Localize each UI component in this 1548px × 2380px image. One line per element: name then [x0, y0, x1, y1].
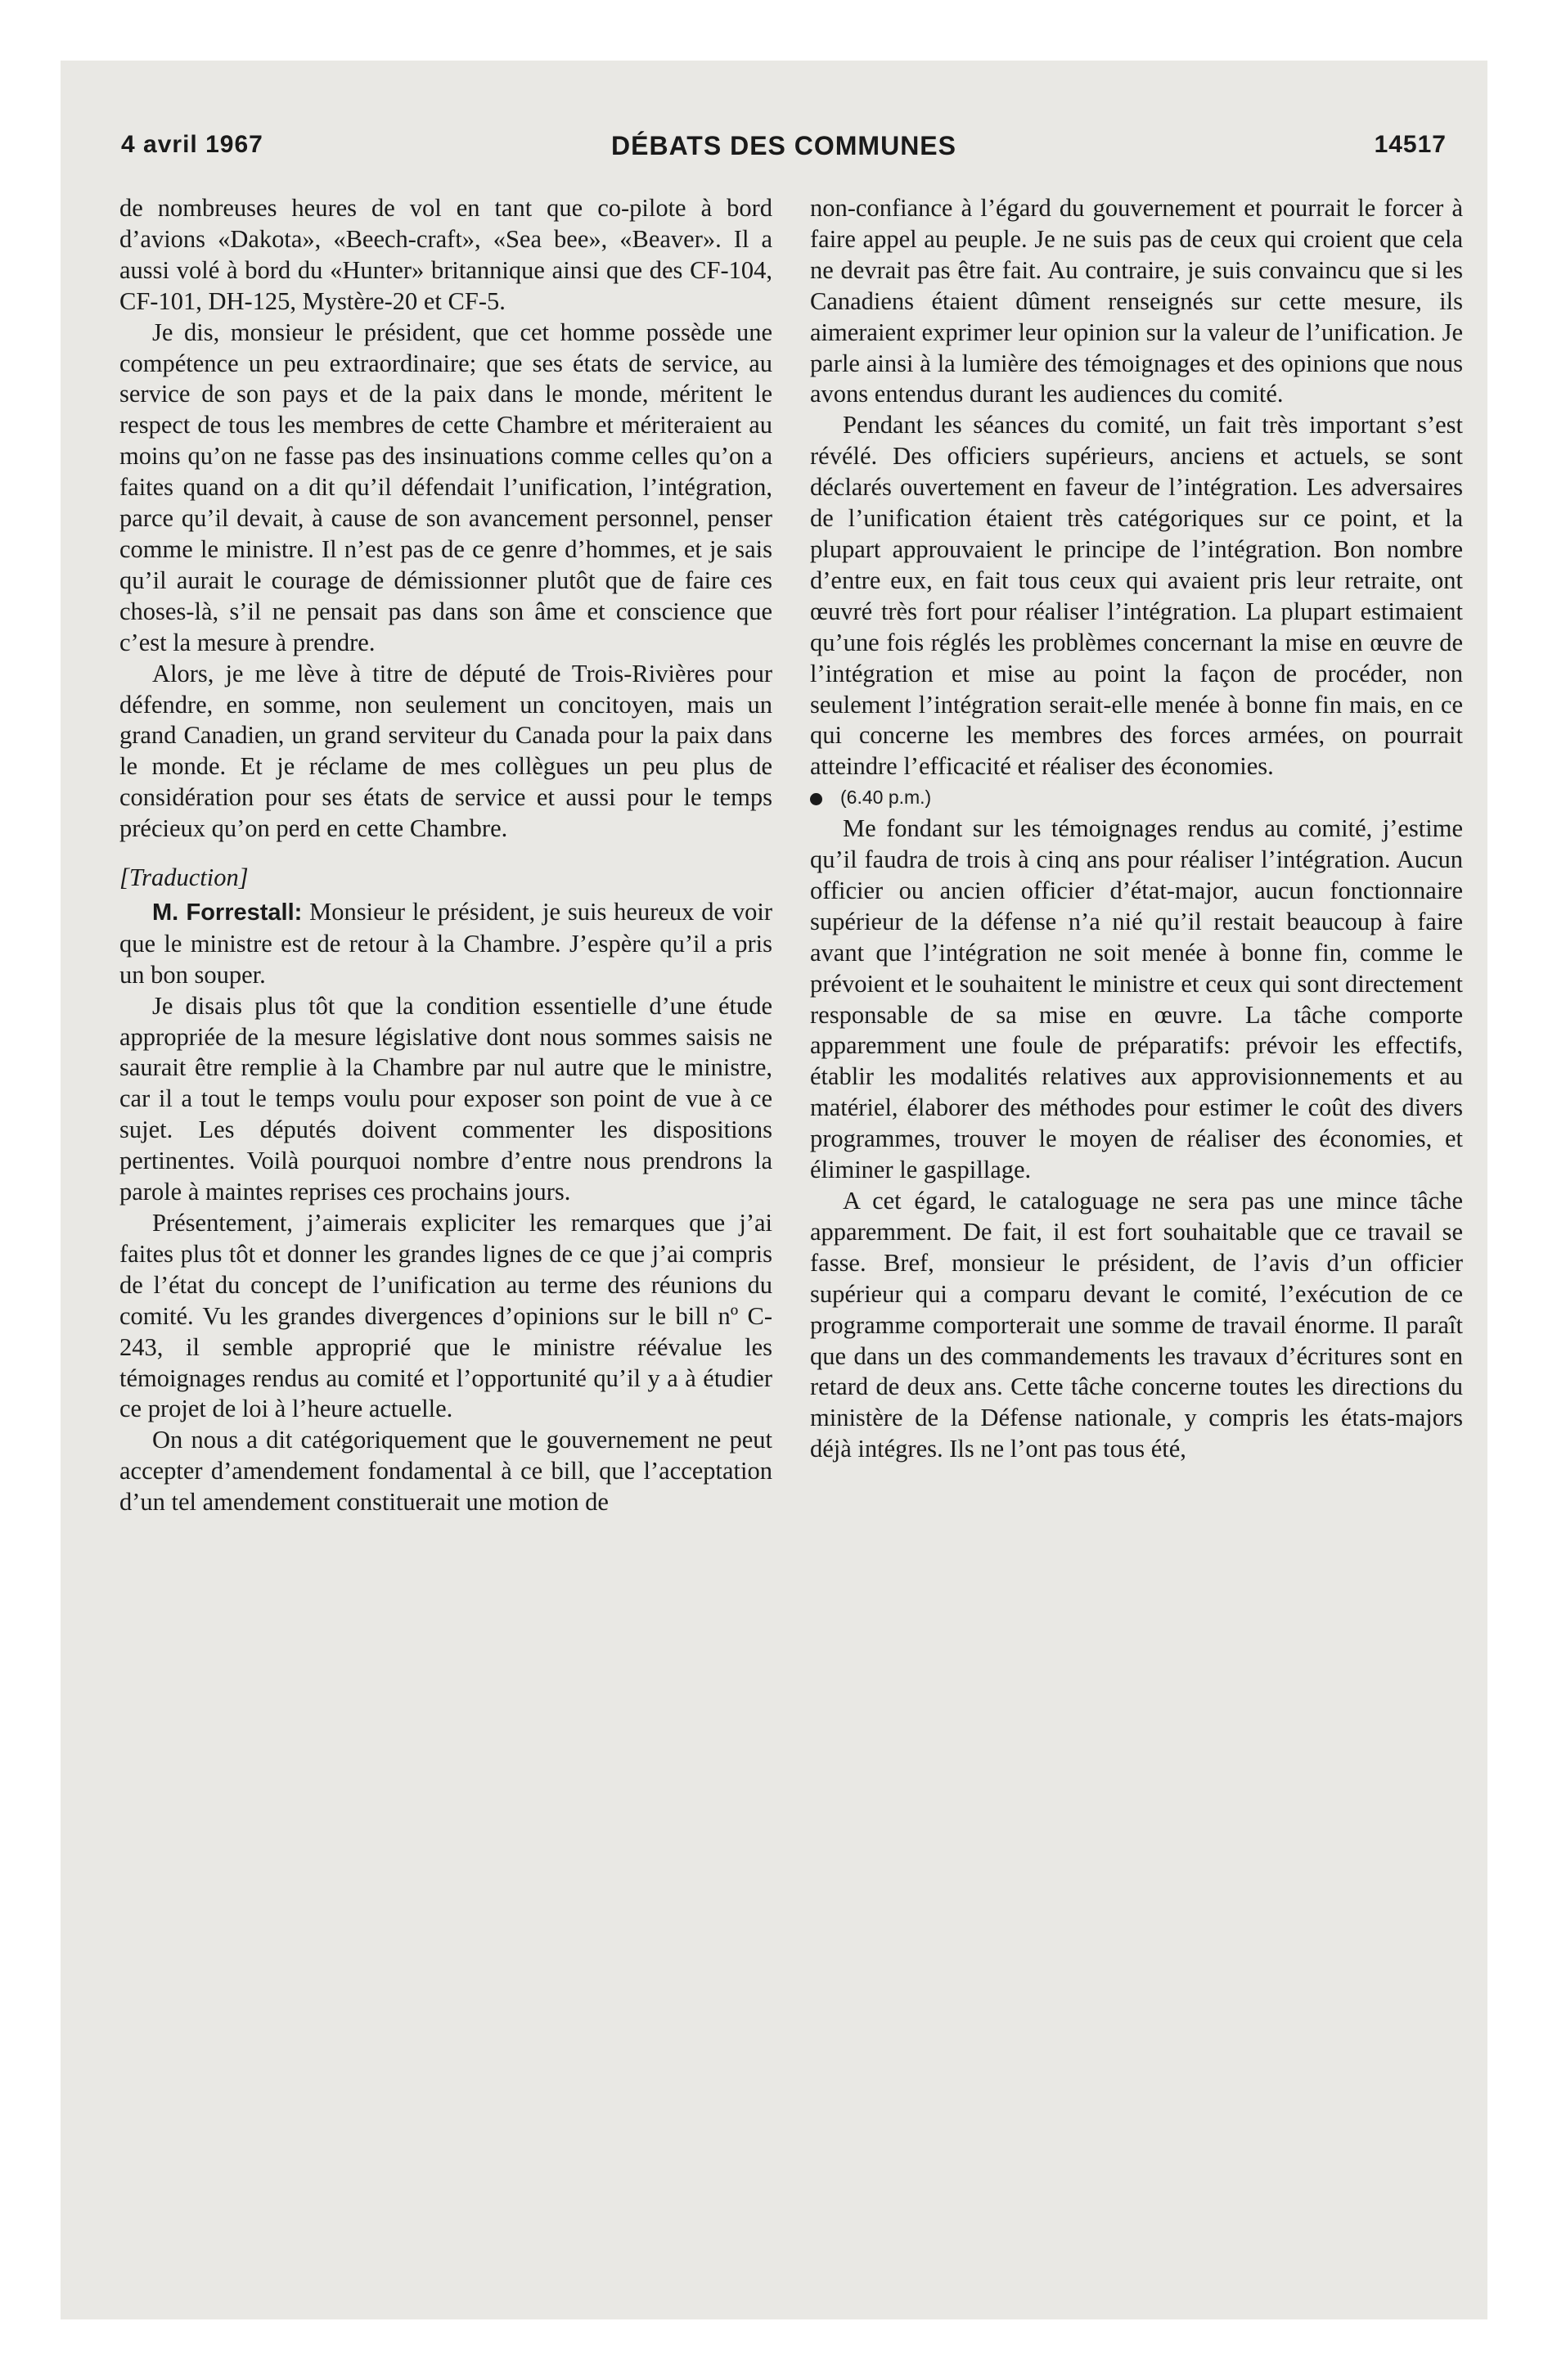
paragraph: On nous a dit catégoriquement que le gouvernement ne peut accepter d’amendement fondamental à ce bill, que l’acceptation d’un tel amendement constituerait une motion de — [119, 1426, 772, 1517]
paragraph: Me fondant sur les témoignages rendus au comité, j’estime qu’il faudra de trois à cinq ans pour réaliser l’intégration. Aucun officier ou ancien officier d’état-major, aucun fonctionnaire supérieur de la défense n’a nié qu’il restait beaucoup à faire avant que l’intégration ne soit menée à bonne fin, comme le prévoient et le souhaitent le ministre et ceux qui sont directement responsable de sa mise en œuvre. La tâche comporte apparemment une foule de préparatifs: prévoir les effectifs, établir les modalités relatives aux approvisionnements et au matériel, élaborer des méthodes pour estimer le coût des divers programmes, trouver le moyen de réaliser des économies, et éliminer le gaspillage. — [810, 814, 1463, 1184]
paragraph: de nombreuses heures de vol en tant que co-pilote à bord d’avions «Dakota», «Beech-craft», «Sea bee», «Beaver». Il a aussi volé à bord du «Hunter» britannique ainsi que des CF-104, CF-101, DH-125, Mystère-20 et CF-5. — [119, 194, 772, 315]
paragraph: Je dis, monsieur le président, que cet homme possède une compétence un peu extraordinaire; que ses états de service, au service de son pays et de la paix dans le monde, méritent le respect de tous les membres de cette Chambre et mériteraient au moins qu’on ne fasse pas des insinuations comme celles qu’on a faites quand on a dit qu’il défendait l’unification, l’intégration, parce qu’il devait, à cause de son avancement personnel, penser comme le ministre. Il n’est pas de ce genre d’hommes, et je sais qu’il aurait le courage de démissionner plutôt que de faire ces choses-là, s’il ne pensait pas dans son âme et conscience que c’est la mesure à prendre. — [119, 318, 772, 656]
speaker-paragraph — [119, 897, 772, 991]
speaker-text: Monsieur le président, je suis heureux de voir que le ministre est de retour à la Chambre. J’espère qu’il a pris un bon souper. — [119, 897, 772, 989]
left-column — [119, 193, 772, 1518]
bullet-icon — [810, 793, 822, 805]
paragraph: Alors, je me lève à titre de député de Trois-Rivières pour défendre, en somme, non seulement un concitoyen, mais un grand Canadien, un grand serviteur du Canada pour la paix dans le monde. Et je réclame de mes collègues un peu plus de considération pour ses états de service et aussi pour le temps précieux qu’on perd en cette Chambre. — [119, 659, 772, 843]
paragraph: A cet égard, le cataloguage ne sera pas une mince tâche apparemment. De fait, il est fort souhaitable que ce travail se fasse. Bref, monsieur le président, de l’avis d’un officier supérieur qui a comparu devant le comité, l’exécution de ce programme comporterait une somme de travail énorme. Il paraît que dans un des commandements les travaux d’écritures sont en retard de deux ans. Cette tâche concerne toutes les directions du ministère de la Défense nationale, y compris les états-majors déjà intégres. Ils ne l’ont pas tous été, — [810, 1187, 1463, 1463]
right-column — [810, 193, 1463, 1465]
section-label: [Traduction] — [119, 863, 249, 892]
speaker-name: M. Forrestall: — [152, 899, 303, 926]
paragraph: Présentement, j’aimerais expliciter les remarques que j’ai faites plus tôt et donner les grandes lignes de ce que j’ai compris de l’état du concept de l’unification au terme des réunions du comité. Vu les grandes divergences d’opinions sur le bill nº C-243, il semble approprié que le ministre réévalue les témoignages rendus au comité et l’opportunité qu’il y a à étudier ce projet de loi à l’heure actuelle. — [119, 1209, 772, 1423]
time-marker-text: (6.40 p.m.) — [840, 787, 932, 809]
paragraph: non-confiance à l’égard du gouvernement et pourrait le forcer à faire appel au peuple. Je ne suis pas de ceux qui croient que cela ne devrait pas être fait. Au contraire, je suis convaincu que si les Canadiens étaient dûment renseignés sur cette mesure, ils aimeraient exprimer leur opinion sur la valeur de l’unification. Je parle ainsi à la lumière des témoignages et des opinions que nous avons entendus durant les audiences du comité. — [810, 194, 1463, 408]
page-number: 14517 — [1374, 131, 1447, 158]
paragraph: Pendant les séances du comité, un fait très important s’est révélé. Des officiers supérieurs, anciens et actuels, se sont déclarés ouvertement en faveur de l’intégration. Les adversaires de l’unification étaient très catégoriques sur ce point, et la plupart approuvaient le principe de l’intégration. Bon nombre d’entre eux, en fait tous ceux qui avaient pris leur retraite, ont œuvré très fort pour réaliser l’intégration. La plupart estimaient qu’une fois réglés les problèmes concernant la mise en œuvre de l’intégration et mise au point la façon de procéder, non seulement l’intégration serait-elle menée à bonne fin mais, en ce qui concerne les membres des forces armées, on pourrait atteindre l’efficacité et réaliser des économies. — [810, 411, 1463, 781]
header-title: DÉBATS DES COMMUNES — [611, 131, 956, 160]
page-header — [121, 131, 1447, 172]
paragraph: Je disais plus tôt que la condition essentielle d’une étude appropriée de la mesure législative dont nous sommes saisis ne saurait être remplie à la Chambre par nul autre que le ministre, car il a tout le temps voulu pour exposer son point de vue à ce sujet. Les députés doivent commenter les dispositions pertinentes. Voilà pourquoi nombre d’entre nous prendrons la parole à maintes reprises ces prochains jours. — [119, 991, 772, 1206]
header-date: 4 avril 1967 — [121, 131, 263, 158]
time-marker — [810, 782, 1463, 814]
